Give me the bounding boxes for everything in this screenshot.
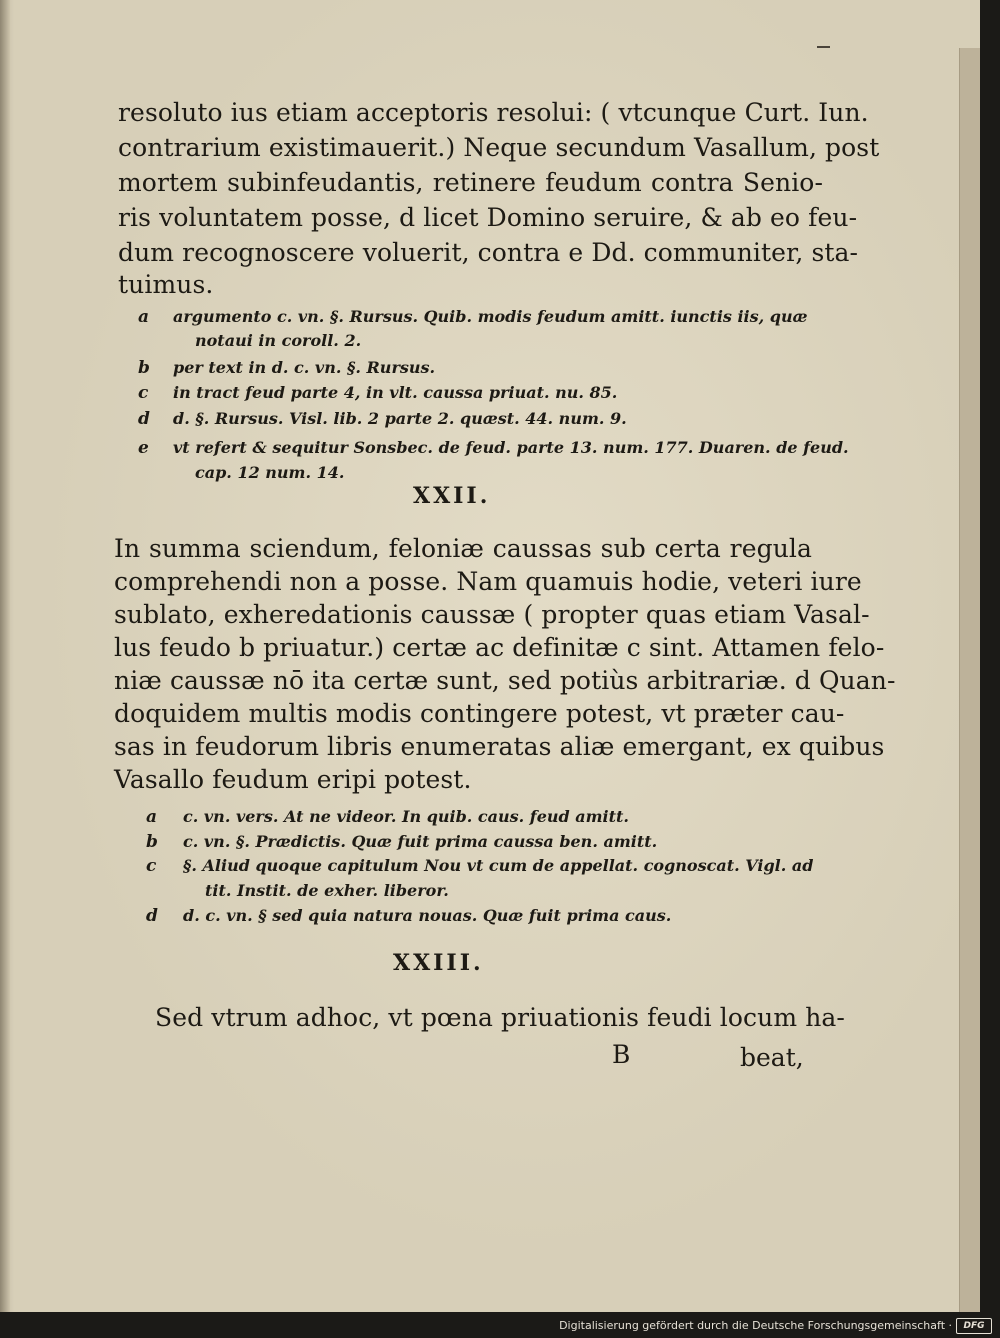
footnote-mark: c <box>146 856 157 876</box>
footnote-text: vt refert & sequitur Sonsbec. de feud. parte 13. num. 177. Duaren. de feud. <box>173 438 849 457</box>
p2-line: niæ caussæ nō ita certæ sunt, sed potiùs arbitrariæ. d Quan- <box>114 666 896 695</box>
footnote-text: tit. Instit. de exher. liberor. <box>205 881 449 900</box>
footnote-text: c. vn. vers. At ne videor. In quib. caus. feud amitt. <box>183 807 629 826</box>
p2-line: sublato, exheredationis caussæ ( propter quas etiam Vasal- <box>114 600 870 629</box>
digitization-footer <box>0 1312 1000 1338</box>
footnote-mark: e <box>138 438 149 458</box>
footnote-mark: a <box>146 807 158 827</box>
p3-line: Sed vtrum adhoc, vt pœna priuationis feudi locum ha- <box>155 1003 845 1032</box>
footnote-mark: d <box>138 409 150 429</box>
footnote-mark: b <box>138 358 150 378</box>
footnote-mark: c <box>138 383 149 403</box>
p1-line: resoluto ius etiam acceptoris resolui: ( vtcunque Curt. Iun. <box>118 98 869 127</box>
catchword: beat, <box>740 1043 804 1072</box>
footnote-text: cap. 12 num. 14. <box>195 463 345 482</box>
p2-line: doquidem multis modis contingere potest, vt præter cau- <box>114 699 845 728</box>
footnote-text: d. §. Rursus. Visl. lib. 2 parte 2. quæst. 44. num. 9. <box>173 409 627 428</box>
page-spine-shadow <box>0 0 10 1312</box>
footer-credit-text: Digitalisierung gefördert durch die Deutsche Forschungsgemeinschaft · <box>559 1319 952 1332</box>
dfg-logo: DFG <box>956 1318 992 1334</box>
p1-line: tuimus. <box>118 270 214 299</box>
p1-line: contrarium existimauerit.) Neque secundum Vasallum, post <box>118 133 880 162</box>
p2-line: Vasallo feudum eripi potest. <box>114 765 472 794</box>
p1-line: ris voluntatem posse, d licet Domino seruire, & ab eo feu- <box>118 203 858 232</box>
footnote-text: argumento c. vn. §. Rursus. Quib. modis feudum amitt. iunctis iis, quæ <box>173 307 808 326</box>
p2-line: comprehendi non a posse. Nam quamuis hodie, veteri iure <box>114 567 862 596</box>
section-heading-xxiii: XXIII. <box>393 950 484 976</box>
p2-line: lus feudo b priuatur.) certæ ac definitæ c sint. Attamen felo- <box>114 633 885 662</box>
page-mark-tick <box>817 46 830 48</box>
p1-line: dum recognoscere voluerit, contra e Dd. communiter, sta- <box>118 238 859 267</box>
footnote-mark: d <box>146 906 158 926</box>
page-edge-strip <box>959 48 980 1312</box>
footnote-text: notaui in coroll. 2. <box>195 331 362 350</box>
p2-line: In summa sciendum, feloniæ caussas sub certa regula <box>114 534 812 563</box>
signature-mark: B <box>612 1040 631 1069</box>
footnote-text: per text in d. c. vn. §. Rursus. <box>173 358 436 377</box>
p1-line: mortem subinfeudantis, retinere feudum contra Senio- <box>118 168 823 197</box>
footnote-mark: a <box>138 307 150 327</box>
footnote-mark: b <box>146 832 158 852</box>
p2-line: sas in feudorum libris enumeratas aliæ emergant, ex quibus <box>114 732 885 761</box>
footnote-text: §. Aliud quoque capitulum Nou vt cum de appellat. cognoscat. Vigl. ad <box>183 856 814 875</box>
footnote-text: c. vn. §. Prædictis. Quæ fuit prima caussa ben. amitt. <box>183 832 658 851</box>
footnote-text: d. c. vn. § sed quia natura nouas. Quæ fuit prima caus. <box>183 906 672 925</box>
footnote-text: in tract feud parte 4, in vlt. caussa priuat. nu. 85. <box>173 383 618 402</box>
section-heading-xxii: XXII. <box>413 483 491 509</box>
